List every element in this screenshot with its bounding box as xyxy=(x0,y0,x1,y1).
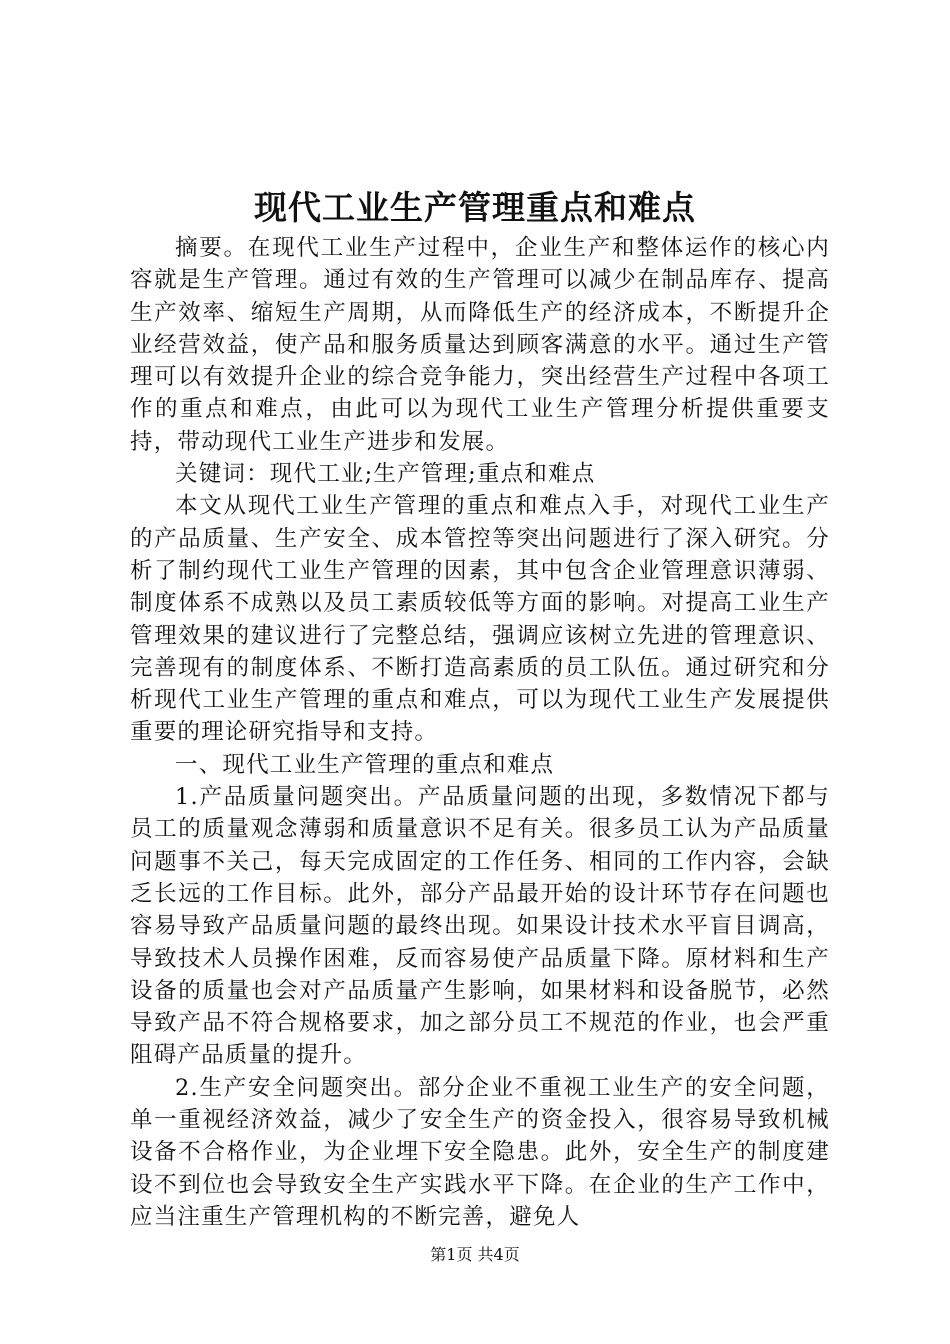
abstract-paragraph: 摘要。在现代工业生产过程中，企业生产和整体运作的核心内容就是生产管理。通过有效的生产管理可以减少在制品库存、提高生产效率、缩短生产周期，从而降低生产的经济成本，不断提升企业经营效益，使产品和服务质量达到顾客满意的水平。通过生产管理可以有效提升企业的综合竞争能力，突出经营生产过程中各项工作的重点和难点，由此可以为现代工业生产管理分析提供重要支持，带动现代工业生产进步和发展。 xyxy=(130,235,830,455)
body-paragraph-safety: 2.生产安全问题突出。部分企业不重视工业生产的安全问题，单一重视经济效益，减少了安全生产的资金投入，很容易导致机械设备不合格作业，为企业埋下安全隐患。此外，安全生产的制度建设不到位也会导致安全生产实践水平下降。在企业的生产工作中，应当注重生产管理机构的不断完善，避免人 xyxy=(130,1074,830,1230)
keywords-paragraph: 关键词：现代工业;生产管理;重点和难点 xyxy=(175,461,596,488)
intro-paragraph: 本文从现代工业生产管理的重点和难点入手，对现代工业生产的产品质量、生产安全、成本管控等突出问题进行了深入研究。分析了制约现代工业生产管理的因素，其中包含企业管理意识薄弱、制度体系不成熟以及员工素质较低等方面的影响。对提高工业生产管理效果的建议进行了完整总结，强调应该树立先进的管理意识、完善现有的制度体系、不断打造高素质的员工队伍。通过研究和分析现代工业生产管理的重点和难点，可以为现代工业生产发展提供重要的理论研究指导和支持。 xyxy=(130,493,830,746)
page-number-footer: 第1页 共4页 xyxy=(430,1245,520,1264)
document-title: 现代工业生产管理重点和难点 xyxy=(254,188,696,227)
body-paragraph-quality: 1.产品质量问题突出。产品质量问题的出现，多数情况下都与员工的质量观念薄弱和质量意识不足有关。很多员工认为产品质量问题事不关己，每天完成固定的工作任务、相同的工作内容，会缺乏长远的工作目标。此外，部分产品最开始的设计环节存在问题也容易导致产品质量问题的最终出现。如果设计技术水平盲目调高，导致技术人员操作困难，反而容易使产品质量下降。原材料和生产设备的质量也会对产品质量产生影响，如果材料和设备脱节，必然导致产品不符合规格要求，加之部分员工不规范的作业，也会严重阻碍产品质量的提升。 xyxy=(130,784,830,1069)
section-heading: 一、现代工业生产管理的重点和难点 xyxy=(175,751,555,778)
document-body xyxy=(130,232,830,1233)
